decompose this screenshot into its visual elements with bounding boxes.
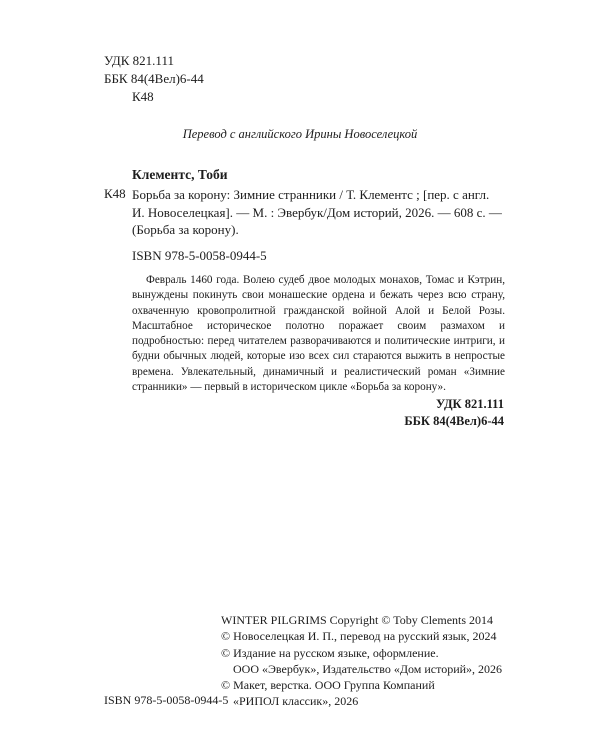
copyright-line: © Макет, верстка. ООО Группа Компаний xyxy=(221,678,435,693)
bottom-bbk-code: ББК 84(4Вел)6-44 xyxy=(404,414,504,428)
bottom-udk-code: УДК 821.111 xyxy=(436,397,504,411)
copyright-block xyxy=(221,612,502,710)
annotation-text: Февраль 1460 года. Волею судеб двое молодых монахов, Томас и Кэтрин, вынуждены покинуть свои монашеские ордена и бежать через всю страну, охваченную кровопролитной гражданской войной Алой и Белой Розы. Масштабное историческое полотно поражает своим размахом и подробностью: перед читателем разворачиваются и политические интриги, и будни обычных людей, которые изо всех сил стараются выжить в непростые времена. Увлекательный, динамичный и реалистический роман «Зимние странники» — первый в историческом цикле «Борьба за корону». xyxy=(132,274,505,394)
author-mark: К48 xyxy=(132,89,154,104)
classification-block xyxy=(104,52,204,106)
description-line: Борьба за корону: Зимние странники / Т. Клементс ; [пер. с англ. xyxy=(132,187,490,202)
copyright-line: WINTER PILGRIMS Copyright © Toby Clements 2014 xyxy=(221,613,494,627)
bottom-classification xyxy=(404,396,504,430)
udk-code: УДК 821.111 xyxy=(104,53,174,68)
isbn-bottom: ISBN 978-5-0058-0944-5 xyxy=(104,693,229,707)
catalog-isbn: ISBN 978-5-0058-0944-5 xyxy=(132,247,267,263)
bibliographic-description xyxy=(132,186,504,264)
copyright-line: © Издание на русском языке, оформление. xyxy=(221,645,439,660)
copyright-line: ООО «Эвербук», Издательство «Дом историй», 2026 xyxy=(233,661,503,676)
copyright-line: «РИПОЛ классик», 2026 xyxy=(233,694,359,709)
bbk-code: ББК 84(4Вел)6-44 xyxy=(104,71,204,86)
copyright-line: © Новоселецкая И. П., перевод на русский язык, 2024 xyxy=(221,629,497,644)
catalog-author-mark: К48 xyxy=(104,186,126,201)
description-line: И. Новоселецкая]. — М. : Эвербук/Дом историй, 2026. — 608 с. — xyxy=(132,204,502,220)
description-line: (Борьба за корону). xyxy=(132,222,239,237)
translator-note: Перевод с английского Ирины Новоселецкой xyxy=(182,127,418,141)
catalog-author: Клементс, Тоби xyxy=(132,167,228,182)
